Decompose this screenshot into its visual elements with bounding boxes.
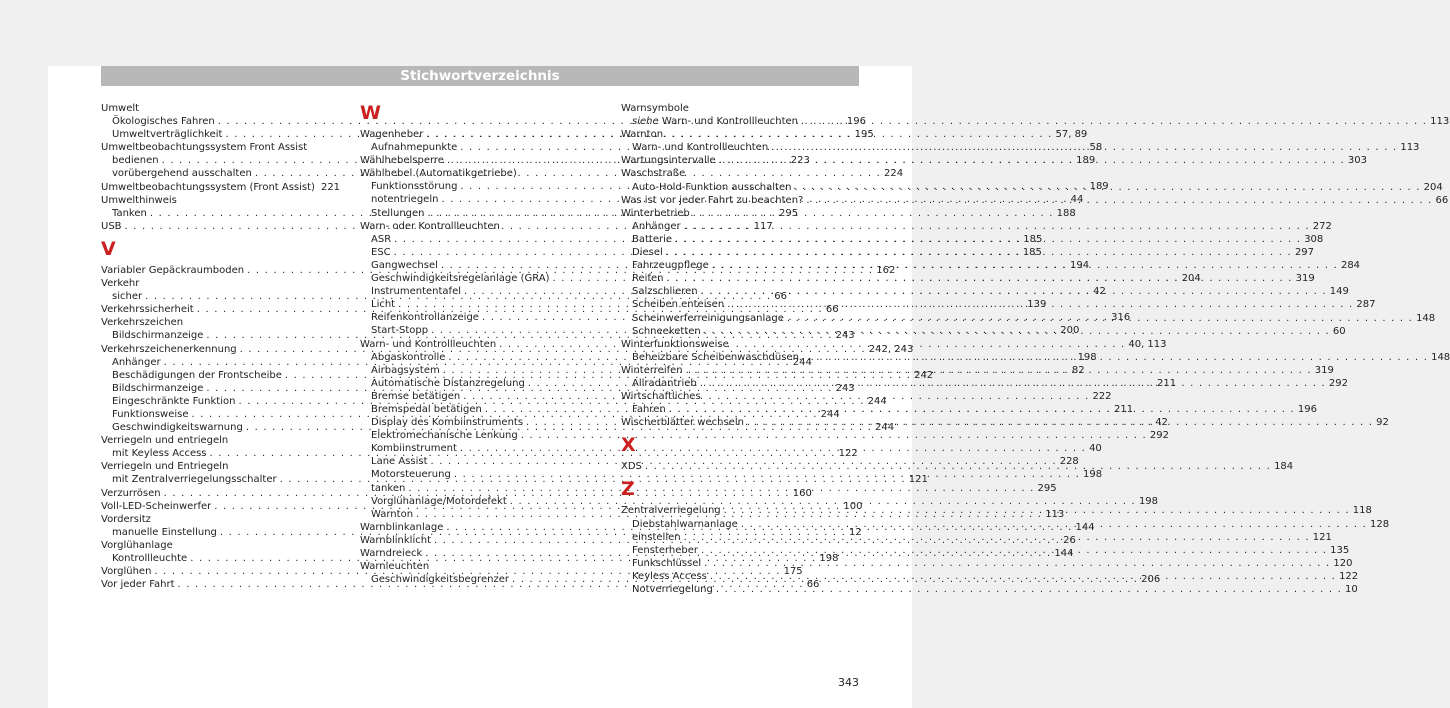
index-subentry xyxy=(621,220,1332,233)
index-page-ref: 44 xyxy=(1070,194,1084,206)
index-term: Reifenkontrollanzeige xyxy=(371,312,479,324)
index-page-ref: 295 xyxy=(1037,482,1057,494)
index-term: Salzschlieren xyxy=(632,286,698,298)
dot-leader xyxy=(802,351,1428,364)
index-term: Vordersitz xyxy=(101,513,151,525)
index-page-ref: 316 xyxy=(1111,312,1131,324)
index-term: Funktionsweise xyxy=(112,408,189,420)
index-page-ref: 184 xyxy=(1274,461,1294,473)
index-term: Motorsteuerung xyxy=(371,469,451,481)
index-page-ref: 198 xyxy=(1077,351,1097,363)
index-term: Batterie xyxy=(632,233,673,245)
index-page-ref: 113 xyxy=(1430,116,1450,128)
index-term: Licht xyxy=(371,299,396,311)
index-page-ref: 148 xyxy=(1431,351,1450,363)
index-term: Wählhebel (Automatikgetriebe) xyxy=(360,168,517,180)
index-page-ref: 211 xyxy=(1157,377,1177,389)
index-page-ref: 244 xyxy=(874,422,895,434)
index-page-ref: 120 xyxy=(1333,557,1353,569)
index-term: Allradantrieb xyxy=(632,377,697,389)
index-entry xyxy=(101,460,335,473)
index-page-ref: 189 xyxy=(1089,181,1109,193)
index-term: Scheiben enteisen xyxy=(632,299,725,311)
index-term: Bildschirmanzeige xyxy=(112,330,204,342)
index-term: Warnton xyxy=(371,508,414,520)
index-term: Auto-Hold-Funktion ausschalten xyxy=(632,181,792,193)
index-term: Umwelthinweis xyxy=(101,194,177,206)
index-term: Was ist vor jeder Fahrt zu beachten? xyxy=(621,194,804,206)
index-term: Keyless Access xyxy=(632,570,707,582)
index-page-ref: 297 xyxy=(1294,247,1315,259)
dot-leader xyxy=(666,128,852,141)
index-page-ref: 66 xyxy=(806,579,820,591)
dot-leader xyxy=(801,115,1427,128)
index-term: Start-Stopp xyxy=(371,325,429,337)
index-term: Aufnahmepunkte xyxy=(371,142,458,154)
index-page-ref: 57, 89 xyxy=(1055,129,1088,140)
index-page-ref: 144 xyxy=(1075,521,1095,533)
dot-leader xyxy=(693,207,852,220)
index-page-ref: 185 xyxy=(1022,246,1042,258)
dot-leader xyxy=(719,154,1345,167)
index-entry xyxy=(101,316,335,329)
dot-leader xyxy=(231,460,332,473)
dot-leader xyxy=(142,277,332,290)
index-term: sicher xyxy=(112,291,143,303)
index-term: Elektromechanische Lenkung xyxy=(371,430,518,442)
dot-leader xyxy=(186,316,332,329)
index-entry xyxy=(101,102,335,115)
index-page-ref: 121 xyxy=(1312,531,1332,543)
dot-leader xyxy=(724,504,1350,517)
index-term: Anhänger xyxy=(632,220,681,232)
index-term: Kombiinstrument xyxy=(371,443,457,455)
index-page-ref: 188 xyxy=(1056,207,1076,219)
index-subentry xyxy=(621,557,1353,570)
index-page-ref: 196 xyxy=(1297,404,1317,416)
index-page-ref: 175 xyxy=(783,566,803,578)
index-page-ref: 92 xyxy=(1376,417,1389,429)
index-term: Anhänger xyxy=(112,356,161,368)
index-page-ref: 319 xyxy=(1314,364,1334,376)
index-page-ref: 26 xyxy=(1063,534,1076,546)
dot-leader xyxy=(727,298,1353,311)
index-term: Wählhebelsperre xyxy=(360,155,444,167)
index-term: Umweltbeobachtungssystem (Front Assist) xyxy=(101,181,315,193)
index-page-ref: 228 xyxy=(1059,456,1079,468)
index-term: Beschädigungen der Frontscheibe xyxy=(112,369,282,381)
index-page-ref: 200 xyxy=(1060,325,1080,337)
dot-leader xyxy=(747,416,1373,429)
index-term: Vorglühanlage xyxy=(101,539,173,551)
index-term: Winterreifen xyxy=(621,364,683,376)
dot-leader xyxy=(701,285,1327,298)
index-page-ref: 139 xyxy=(1027,299,1047,311)
index-term: notentriegeln xyxy=(371,194,439,206)
index-term: Warn- und Kontrollleuchten xyxy=(661,116,798,128)
dot-leader xyxy=(432,560,591,573)
index-page-ref: 198 xyxy=(819,553,839,564)
dot-leader xyxy=(692,102,852,115)
index-page-ref: 243 xyxy=(835,330,855,342)
index-page-ref: 272 xyxy=(1312,220,1332,232)
index-page-ref: 12 xyxy=(849,526,862,538)
index-page-ref: 40 xyxy=(1089,443,1102,455)
index-term: Tanken xyxy=(112,207,147,219)
index-term: Geschwindigkeitsbegrenzer xyxy=(371,574,509,586)
index-term: Warnblinklicht xyxy=(360,534,431,546)
index-term: Kontrollleuchte xyxy=(112,553,188,564)
index-entry xyxy=(621,338,855,351)
dot-leader xyxy=(704,325,1330,338)
page-number: 343 xyxy=(838,676,859,689)
index-entry xyxy=(360,560,594,573)
index-page-ref: 113 xyxy=(1045,508,1065,520)
index-page-ref: 66 xyxy=(825,304,839,316)
index-entry xyxy=(360,167,594,180)
index-term: Instrumententafel xyxy=(371,286,462,298)
index-page-ref: 162 xyxy=(876,264,896,276)
index-term: Fensterheber xyxy=(632,544,699,556)
index-page-ref: 113 xyxy=(1400,142,1420,154)
index-term: tanken xyxy=(371,482,406,494)
index-term: Abgaskontrolle xyxy=(371,351,446,363)
index-term: Eingeschränkte Funktion xyxy=(112,395,236,407)
dot-leader xyxy=(142,102,332,115)
index-page-ref: 82 xyxy=(1071,364,1085,376)
index-term: Warnton xyxy=(621,129,664,141)
index-page-ref: 122 xyxy=(1339,570,1359,582)
index-term: Warn- und Kontrollleuchten xyxy=(360,338,497,350)
index-page-ref: 211 xyxy=(1114,403,1134,415)
index-page-ref: 284 xyxy=(1340,260,1361,272)
index-page-ref: 185 xyxy=(1023,233,1043,245)
dot-leader xyxy=(310,141,332,154)
index-page-ref: 66 xyxy=(1435,194,1449,206)
index-term: Umwelt xyxy=(101,103,140,114)
index-term: Notverriegelung xyxy=(632,584,713,595)
index-entry xyxy=(101,277,335,290)
index-page-ref: 135 xyxy=(1330,544,1350,556)
index-page-ref: 224 xyxy=(883,168,904,180)
dot-leader xyxy=(688,167,852,180)
index-term: Verkehr xyxy=(101,278,140,290)
index-page-ref: 244 xyxy=(867,395,887,407)
index-entry xyxy=(621,207,855,220)
dot-leader xyxy=(732,338,852,351)
index-page-ref: 222 xyxy=(1092,390,1112,402)
index-term: Warnleuchten xyxy=(360,561,430,573)
section-header: Stichwortverzeichnis xyxy=(101,66,859,86)
index-page-ref: 40, 113 xyxy=(1128,338,1167,350)
index-subentry xyxy=(360,429,1169,442)
dot-leader xyxy=(794,181,1420,194)
see-reference-label: siehe xyxy=(632,116,659,128)
dot-leader xyxy=(666,246,1292,259)
index-entry xyxy=(101,181,341,194)
dot-leader xyxy=(686,364,1312,377)
index-term: Geschwindigkeitsregelanlage (GRA) xyxy=(371,273,550,285)
index-page-ref: 60 xyxy=(1332,325,1346,337)
index-term: Funkschlüssel xyxy=(632,557,702,569)
index-page-ref: 221 xyxy=(320,181,341,193)
dot-leader xyxy=(666,272,1292,285)
index-page-ref: 42 xyxy=(1155,417,1168,429)
index-term: USB xyxy=(101,220,122,232)
index-page-ref: 10 xyxy=(1345,584,1358,595)
index-term: Bildschirmanzeige xyxy=(112,382,204,394)
index-term: Ökologisches Fahren xyxy=(112,116,215,128)
index-page-ref: 242 xyxy=(914,369,934,381)
index-page-ref: 118 xyxy=(1352,505,1372,517)
index-term: ESC xyxy=(371,246,391,258)
index-page-ref: 319 xyxy=(1295,273,1315,285)
index-term: Stellungen xyxy=(371,207,425,219)
index-letter-heading: V xyxy=(101,237,116,260)
dot-leader xyxy=(710,570,1336,583)
index-term: Fahren xyxy=(632,404,666,416)
index-term: Wischerblätter wechseln xyxy=(621,417,744,429)
index-term: Warnsymbole xyxy=(621,103,689,114)
index-page-ref: 66 xyxy=(774,291,787,303)
index-term: Winterfunktionsweise xyxy=(621,338,729,350)
index-term: Bremse betätigen xyxy=(371,390,461,402)
index-page-ref: 198 xyxy=(1138,495,1159,507)
index-term: Wagenheber xyxy=(360,129,424,140)
dot-leader xyxy=(701,544,1327,557)
index-entry xyxy=(101,513,335,526)
index-term: Umweltverträglichkeit xyxy=(112,129,223,141)
index-term: manuelle Einstellung xyxy=(112,526,217,538)
index-term: XDS xyxy=(621,461,642,473)
index-entry xyxy=(101,434,335,447)
index-term: ASR xyxy=(371,233,392,245)
index-page-ref: 148 xyxy=(1416,312,1436,324)
index-term: Gangwechsel xyxy=(371,259,438,271)
index-page-ref: 122 xyxy=(838,448,858,460)
index-term: Umweltbeobachtungssystem Front Assist xyxy=(101,142,308,154)
index-entry xyxy=(621,128,855,141)
index-entry xyxy=(360,220,594,233)
index-entry xyxy=(621,390,855,403)
index-term: Diesel xyxy=(632,247,663,259)
index-term: Display des Kombiinstruments xyxy=(371,417,524,429)
index-term: Verzurrösen xyxy=(101,487,161,499)
dot-leader xyxy=(741,518,1367,531)
index-page-ref: 194 xyxy=(1070,259,1090,271)
index-term: Vor jeder Fahrt xyxy=(101,579,175,591)
index-subentry xyxy=(621,583,1358,596)
index-term: Funktionsstörung xyxy=(371,181,458,193)
index-term: mit Keyless Access xyxy=(112,448,207,460)
dot-leader xyxy=(520,167,591,180)
index-entry xyxy=(101,539,335,552)
dot-leader xyxy=(700,377,1326,390)
index-page-ref: 292 xyxy=(1328,377,1349,389)
index-page-ref: 295 xyxy=(779,207,799,219)
index-letter-heading: W xyxy=(360,102,381,124)
dot-leader xyxy=(675,233,1301,246)
index-term: Warnblinkanlage xyxy=(360,521,444,533)
index-term: Vorglühanlage/Motordefekt xyxy=(371,495,507,507)
dot-leader xyxy=(503,220,591,233)
index-page-ref: 128 xyxy=(1369,518,1390,530)
index-term: Verkehrssicherheit xyxy=(101,304,194,316)
index-term: Warn- und Kontrollleuchten xyxy=(632,142,769,154)
index-entry xyxy=(101,194,335,207)
index-term: Fahrzeugpflege xyxy=(632,260,709,272)
dot-leader xyxy=(716,583,1342,596)
index-term: Variabler Gepäckraumboden xyxy=(101,264,245,276)
dot-leader xyxy=(806,194,1432,207)
index-page-ref: 303 xyxy=(1347,155,1367,167)
dot-leader xyxy=(176,539,332,552)
index-page-ref: 204 xyxy=(1181,273,1201,285)
index-term: mit Zentralverriegelungsschalter xyxy=(112,474,277,486)
index-letter-heading: Z xyxy=(621,478,635,501)
index-term: Verriegeln und entriegeln xyxy=(101,435,229,447)
dot-leader xyxy=(645,460,1271,473)
index-term: Verkehrszeichenerkennung xyxy=(101,343,237,355)
index-term: Warn- oder Kontrollleuchten xyxy=(360,220,500,232)
dot-leader xyxy=(704,390,852,403)
index-term: Reifen xyxy=(632,273,664,285)
index-page-ref: 244 xyxy=(820,408,840,420)
index-term: Verkehrszeichen xyxy=(101,317,184,329)
index-page-ref: 287 xyxy=(1356,299,1376,311)
index-term: bedienen xyxy=(112,155,159,167)
index-term: Airbagsystem xyxy=(371,364,440,376)
index-term: Wartungsintervalle xyxy=(621,155,716,167)
index-term: Zentralverriegelung xyxy=(621,505,721,517)
index-term: Bremspedal betätigen xyxy=(371,403,482,415)
index-page-ref: 196 xyxy=(846,116,866,128)
index-entry xyxy=(621,102,855,115)
index-term: Waschstraße xyxy=(621,168,686,180)
index-page-ref: 292 xyxy=(1149,430,1169,442)
index-page-ref: 204 xyxy=(1423,181,1443,193)
index-term: Warndreieck xyxy=(360,548,423,559)
index-page-ref: 58 xyxy=(1089,142,1103,154)
index-page-ref: 198 xyxy=(1082,469,1103,481)
index-page-ref: 243 xyxy=(835,382,855,394)
index-page-ref: 117 xyxy=(753,220,773,232)
index-page-ref: 195 xyxy=(854,129,874,141)
index-term: Schneeketten xyxy=(632,325,701,337)
index-entry xyxy=(621,167,855,180)
index-page-ref: 242, 243 xyxy=(868,343,914,355)
index-letter-heading: X xyxy=(621,434,636,457)
index-page-ref: 244 xyxy=(792,356,812,368)
index-term: einstellen xyxy=(632,531,681,543)
index-page-ref: 100 xyxy=(843,500,863,512)
index-page-ref: 206 xyxy=(1141,574,1161,586)
index-term: Scheinwerferreinigungsanlage xyxy=(632,312,784,324)
index-term: Verriegeln und Entriegeln xyxy=(101,461,229,473)
dot-leader xyxy=(669,403,1295,416)
dot-leader xyxy=(684,220,1310,233)
index-term: Wirtschaftliches xyxy=(621,391,701,403)
index-term: Beheizbare Scheibenwaschdüsen xyxy=(632,351,799,363)
index-term: Voll-LED-Scheinwerfer xyxy=(101,500,212,512)
index-entry xyxy=(101,141,335,154)
index-term: Winterbetrieb xyxy=(621,207,690,219)
index-term: Diebstahlwarnanlage xyxy=(632,518,738,530)
dot-leader xyxy=(180,194,332,207)
index-page-ref: 121 xyxy=(908,474,928,486)
index-page-ref: 160 xyxy=(792,487,812,499)
index-term: Automatische Distanzregelung xyxy=(371,377,525,389)
index-page-ref: 223 xyxy=(790,155,810,167)
dot-leader xyxy=(704,557,1330,570)
dot-leader xyxy=(684,531,1310,544)
index-term: Vorglühen xyxy=(101,566,152,578)
index-term: Lane Assist xyxy=(371,456,428,468)
dot-leader xyxy=(787,312,1413,325)
index-page-ref: 149 xyxy=(1329,286,1349,298)
index-term: Geschwindigkeitswarnung xyxy=(112,422,243,434)
index-page-ref: 144 xyxy=(1054,548,1074,559)
dot-leader xyxy=(231,434,332,447)
index-page-ref: 308 xyxy=(1304,233,1324,245)
dot-leader xyxy=(771,141,1397,154)
dot-leader xyxy=(154,513,332,526)
index-term: vorübergehend ausschalten xyxy=(112,168,252,180)
index-page-ref: 42 xyxy=(1093,286,1106,298)
index-page-ref: 189 xyxy=(1076,155,1096,167)
dot-leader xyxy=(712,259,1338,272)
